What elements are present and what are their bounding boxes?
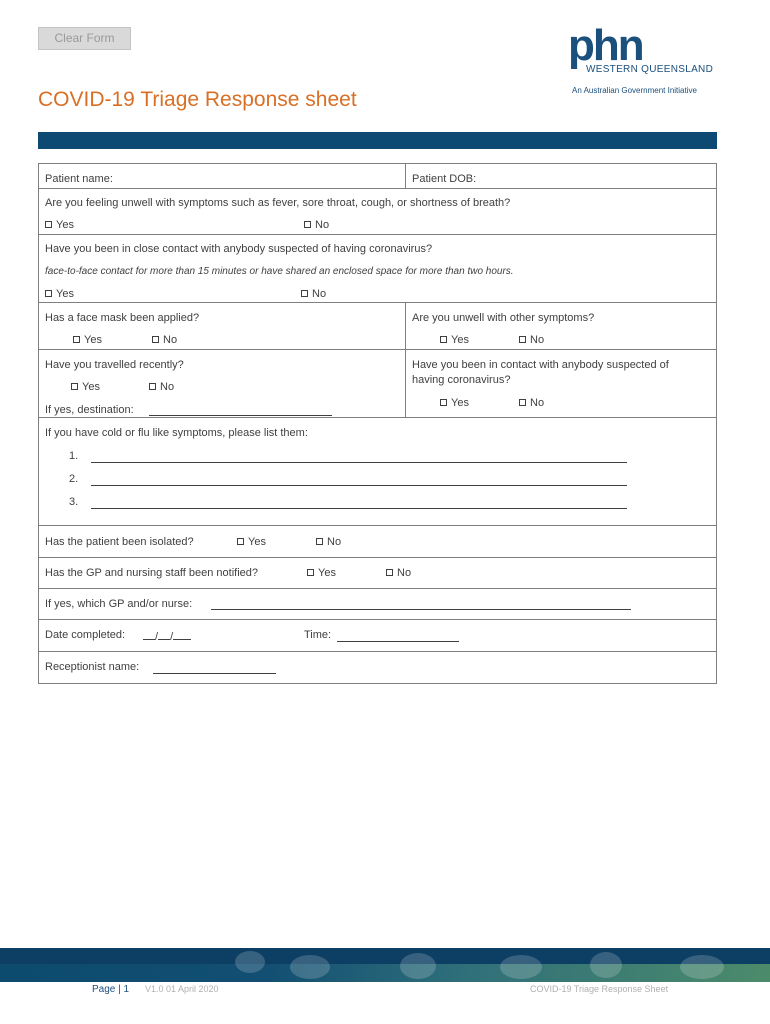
contact-row [39,235,716,303]
time-label: Time: [304,629,332,641]
no-label: No [315,219,330,231]
isolated-yes-option[interactable] [237,536,266,548]
suspected-contact-no-option[interactable] [519,397,544,409]
checkbox[interactable] [519,336,526,343]
list-number: 1. [69,450,79,462]
contact-question: Have you been in close contact with anybody suspected of having coronavirus? [45,243,433,255]
checkbox[interactable] [440,336,447,343]
receptionist-field[interactable] [153,673,276,674]
list-number: 2. [69,473,79,485]
receptionist-row [39,652,716,683]
checkbox[interactable] [304,221,311,228]
travel-row [39,350,716,418]
contact-yes-option[interactable] [45,288,74,300]
checkbox[interactable] [307,569,314,576]
suspected-contact-question-line2: having coronavirus? [412,374,511,386]
unwell-yes-option[interactable] [45,219,74,231]
checkbox[interactable] [71,383,78,390]
contact-no-option[interactable] [301,288,326,300]
notified-question: Has the GP and nursing staff been notified? [45,567,259,579]
checkbox[interactable] [237,538,244,545]
mask-question: Has a face mask been applied? [45,312,200,324]
which-gp-row [39,589,716,620]
date-label: Date completed: [45,629,126,641]
footer-band-top [0,948,770,964]
no-label: No [397,567,412,579]
mask-no-option[interactable] [152,334,177,346]
footer-page-number: Page | 1 [92,984,130,995]
checkbox[interactable] [301,290,308,297]
date-field[interactable]: / / [143,629,191,643]
divider [405,350,406,417]
page-title: COVID-19 Triage Response sheet [38,88,357,111]
logo-brand: phn [568,21,643,70]
no-label: No [160,381,175,393]
symptom-field-2[interactable] [91,485,627,486]
unwell-question: Are you feeling unwell with symptoms such as fever, sore throat, cough, or shortness of breath? [45,197,511,209]
divider [405,303,406,349]
time-field[interactable] [337,641,459,642]
footer-leaf-decoration [680,955,724,979]
symptoms-list-label: If you have cold or flu like symptoms, please list them: [45,427,308,439]
symptom-field-1[interactable] [91,462,627,463]
checkbox[interactable] [316,538,323,545]
date-row [39,620,716,652]
yes-label: Yes [84,334,102,346]
checkbox[interactable] [45,221,52,228]
unwell-row [39,189,716,235]
footer-leaf-decoration [500,955,542,979]
no-label: No [163,334,178,346]
symptom-field-3[interactable] [91,508,627,509]
isolated-row [39,526,716,558]
logo-region: WESTERN QUEENSLAND [586,64,714,75]
notified-yes-option[interactable] [307,567,336,579]
other-symptoms-yes-option[interactable] [440,334,469,346]
footer-leaf-decoration [590,952,622,978]
yes-label: Yes [451,397,469,409]
no-label: No [530,397,545,409]
footer-leaf-decoration [290,955,330,979]
receptionist-label: Receptionist name: [45,661,140,673]
travel-question: Have you travelled recently? [45,359,184,371]
footer-leaf-decoration [235,951,265,973]
travel-no-option[interactable] [149,381,174,393]
yes-label: Yes [451,334,469,346]
yes-label: Yes [56,219,74,231]
checkbox[interactable] [45,290,52,297]
list-number: 3. [69,496,79,508]
clear-form-button[interactable]: Clear Form [38,27,131,50]
which-gp-label: If yes, which GP and/or nurse: [45,598,193,610]
destination-field[interactable] [149,415,332,416]
yes-label: Yes [56,288,74,300]
footer-leaf-decoration [400,953,436,979]
other-symptoms-no-option[interactable] [519,334,544,346]
other-symptoms-question: Are you unwell with other symptoms? [412,312,595,324]
yes-label: Yes [318,567,336,579]
title-bar [38,132,717,149]
footer-doc-name: COVID-19 Triage Response Sheet [530,984,669,994]
patient-dob-label: Patient DOB: [412,173,477,185]
no-label: No [312,288,327,300]
checkbox[interactable] [149,383,156,390]
isolated-no-option[interactable] [316,536,341,548]
no-label: No [530,334,545,346]
yes-label: Yes [82,381,100,393]
no-label: No [327,536,342,548]
checkbox[interactable] [440,399,447,406]
suspected-contact-question-line1: Have you been in contact with anybody suspected of [412,359,669,371]
patient-row [39,164,716,189]
checkbox[interactable] [73,336,80,343]
mask-yes-option[interactable] [73,334,102,346]
triage-form [38,163,717,684]
symptoms-list-row [39,418,716,526]
suspected-contact-yes-option[interactable] [440,397,469,409]
checkbox[interactable] [152,336,159,343]
patient-name-label: Patient name: [45,173,113,185]
notified-row [39,558,716,589]
which-gp-field[interactable] [211,609,631,610]
divider [405,164,406,188]
travel-yes-option[interactable] [71,381,100,393]
notified-no-option[interactable] [386,567,411,579]
checkbox[interactable] [386,569,393,576]
logo-tagline: An Australian Government Initiative [572,86,697,95]
yes-label: Yes [248,536,266,548]
isolated-question: Has the patient been isolated? [45,536,194,548]
footer-version: V1.0 01 April 2020 [145,984,219,994]
phn-logo [568,21,728,100]
destination-label: If yes, destination: [45,404,134,416]
checkbox[interactable] [519,399,526,406]
mask-row [39,303,716,350]
contact-note: face-to-face contact for more than 15 minutes or have shared an enclosed space for more than two hours. [45,266,514,277]
unwell-no-option[interactable] [304,219,329,231]
